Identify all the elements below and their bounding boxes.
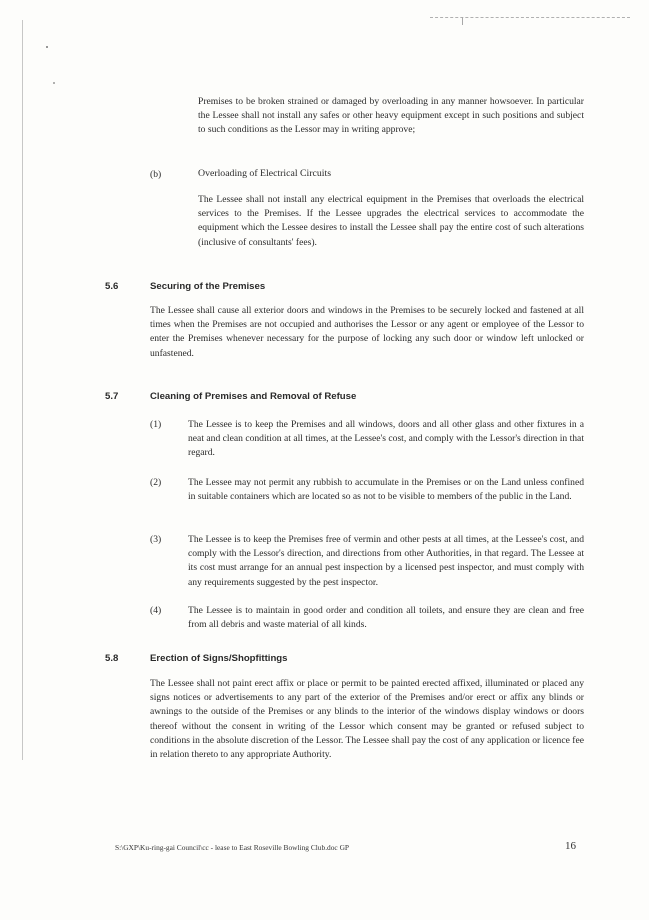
section-number: 5.6: [105, 281, 119, 292]
section-title: Securing of the Premises: [150, 281, 266, 292]
scan-binding-line: [22, 20, 23, 760]
section-title: Erection of Signs/Shopfittings: [150, 653, 288, 664]
section-number: 5.7: [105, 391, 119, 402]
scan-speck: [53, 82, 55, 84]
footer-file-path: S:\GXP\Ku-ring-gai Council\cc - lease to East Roseville Bowling Club.doc GP: [115, 843, 350, 852]
list-item-text: The Lessee is to keep the Premises free of vermin and other pests at all times, at the Lessee's cost, and comply with the Lessor's direction, and directions from other Authorities, in that regard. The Lessee at its cost must arrange for an annual pest inspection by a licensed pest inspector, and must comply with any requirements suggested by the pest inspector.: [188, 534, 584, 588]
list-item-text: The Lessee may not permit any rubbish to accumulate in the Premises or on the Land unless confined in suitable containers which are located so as not to be visible to members of the public in the Land.: [188, 477, 584, 503]
intro-paragraph: Premises to be broken strained or damaged by overloading in any manner howsoever. In particular the Lessee shall not install any safes or other heavy equipment except in such positions and subject to such conditions as the Lessor may in writing approve;: [198, 96, 584, 136]
scan-header-line: [430, 17, 630, 19]
list-item-label: (2): [150, 477, 162, 488]
list-item-text: The Lessee is to keep the Premises and all windows, doors and all other glass and other fixtures in a neat and clean condition at all times, at the Lessee's cost, and comply with the Lessor's direction in that regard.: [188, 419, 584, 459]
section-text: The Lessee shall not paint erect affix or place or permit to be painted erected affixed, illuminated or placed any signs notices or advertisements to any part of the exterior of the Premises and/or erect or affix any blinds or awnings to the outside of the Premises or any blinds to the interior of the windows display windows or doors thereof without the consent in writing of the Lessor which consent may be granted or refused subject to conditions in the absolute discretion of the Lessor. The Lessee shall pay the cost of any application or licence fee in relation thereto to any appropriate Authority.: [150, 678, 584, 761]
scan-speck: [46, 46, 48, 48]
sub-item-text: The Lessee shall not install any electrical equipment in the Premises that overloads the electrical services to the Premises. If the Lessee upgrades the electrical services to accommodate the equipment which the Lessee desires to install the Lessee shall pay the entire cost of such alterations (inclusive of consultants' fees).: [198, 194, 584, 248]
list-item-label: (3): [150, 534, 162, 545]
sub-item-label: (b): [150, 169, 162, 180]
scan-header-tick: [462, 17, 463, 25]
section-number: 5.8: [105, 653, 119, 664]
list-item-text: The Lessee is to maintain in good order and condition all toilets, and ensure they are clean and free from all debris and waste material of all kinds.: [188, 605, 584, 631]
section-text: The Lessee shall cause all exterior doors and windows in the Premises to be securely locked and fastened at all times when the Premises are not occupied and authorises the Lessor or any agent or employee of the Lessor to enter the Premises whenever necessary for the purpose of locking any such door or window left unlocked or unfastened.: [150, 305, 584, 359]
section-title: Cleaning of Premises and Removal of Refuse: [150, 391, 357, 402]
page-number: 16: [565, 840, 576, 852]
list-item-label: (4): [150, 605, 162, 616]
sub-item-title: Overloading of Electrical Circuits: [198, 168, 332, 179]
list-item-label: (1): [150, 419, 162, 430]
